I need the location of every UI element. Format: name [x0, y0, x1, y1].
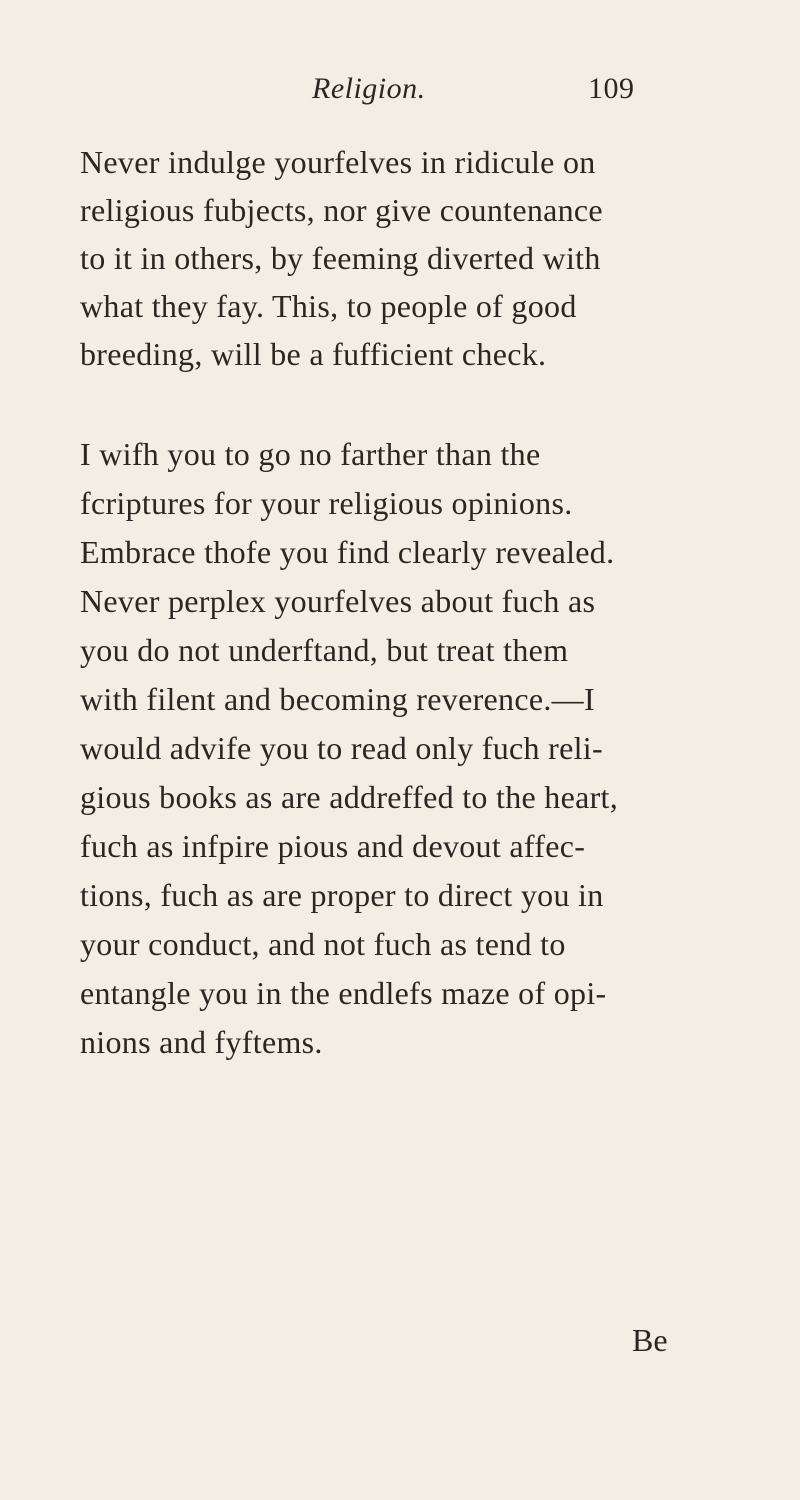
text-line: you do not underftand, but treat them: [80, 632, 569, 668]
text-line: I wifh you to go no farther than the: [80, 436, 541, 472]
text-line: tions, fuch as are proper to direct you in: [80, 877, 604, 913]
text-line: entangle you in the endlefs maze of opi-: [80, 975, 607, 1011]
text-line: your conduct, and not fuch as tend to: [80, 926, 566, 962]
text-line: to it in others, by feeming diverted with: [80, 240, 601, 276]
text-line: fuch as infpire pious and devout affec-: [80, 828, 586, 864]
text-line: what they fay. This, to people of good: [80, 288, 577, 324]
running-head: Religion.: [312, 72, 426, 105]
text-line: with filent and becoming reverence.—I: [80, 681, 595, 717]
text-line: Embrace thofe you find clearly revealed.: [80, 534, 615, 570]
text-line: gious books as are addreffed to the heart,: [80, 779, 619, 815]
text-line: Never indulge yourfelves in ridicule on: [80, 144, 596, 180]
text-line: would advife you to read only fuch reli-: [80, 730, 603, 766]
text-line: religious fubjects, nor give countenance: [80, 192, 603, 228]
text-line: Never perplex yourfelves about fuch as: [80, 583, 596, 619]
page-number: 109: [588, 72, 635, 105]
text-line: breeding, will be a fufficient check.: [80, 336, 547, 372]
text-line: nions and fyftems.: [80, 1024, 323, 1060]
catchword: Be: [632, 1322, 668, 1358]
text-line: fcriptures for your religious opinions.: [80, 485, 573, 521]
